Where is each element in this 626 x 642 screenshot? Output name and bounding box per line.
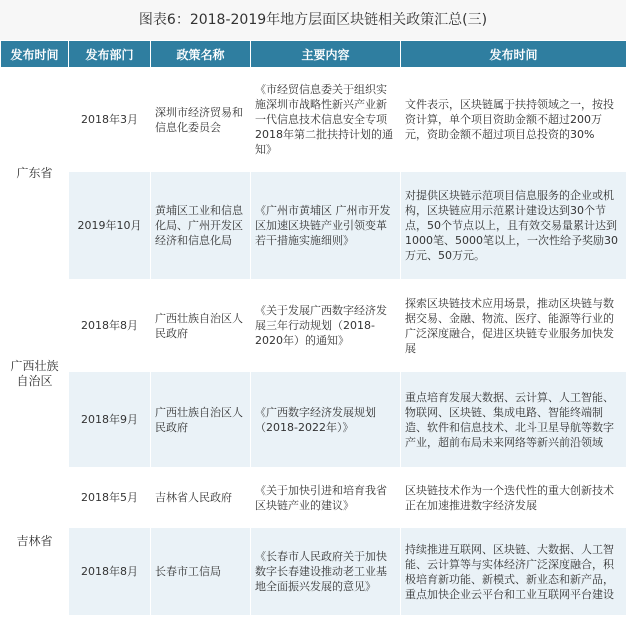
table-row bbox=[1, 172, 626, 280]
policy-table bbox=[0, 40, 626, 616]
content-cell: 持续推进互联网、区块链、大数据、人工智能、云计算等与实体经济广泛深度融合，积极培育新功能、新模式、新业态和新产品，重点加快企业云平台和工业互联网平台建设 bbox=[401, 528, 626, 616]
date-cell: 2018年8月 bbox=[69, 280, 151, 372]
policy-cell: 《市经贸信息委关于组织实施深圳市战略性新兴产业新一代信息技术信息安全专项2018年第二批扶持计划的通知》 bbox=[251, 68, 401, 172]
date-cell: 2019年10月 bbox=[69, 172, 151, 280]
date-cell: 2018年9月 bbox=[69, 372, 151, 468]
header-region: 发布时间 bbox=[1, 41, 69, 68]
dept-cell: 黄埔区工业和信息化局、广州开发区经济和信息化局 bbox=[151, 172, 251, 280]
content-cell: 文件表示，区块链属于扶持领域之一，按投资计算，单个项目资助金额不超过200万元，资助金额不超过项目总投资的30% bbox=[401, 68, 626, 172]
header-dept: 政策名称 bbox=[151, 41, 251, 68]
date-cell: 2018年3月 bbox=[69, 68, 151, 172]
region-cell: 广东省 bbox=[1, 68, 69, 280]
region-cell: 吉林省 bbox=[1, 468, 69, 616]
policy-cell: 《广州市黄埔区 广州市开发区加速区块链产业引领变革若干措施实施细则》 bbox=[251, 172, 401, 280]
header-row bbox=[1, 41, 626, 68]
policy-cell: 《关于发展广西数字经济发展三年行动规划（2018-2020年）的通知》 bbox=[251, 280, 401, 372]
content-cell: 探索区块链技术应用场景，推动区块链与数据交易、金融、物流、医疗、能源等行业的广泛深度融合，促进区块链专业服务加快发展 bbox=[401, 280, 626, 372]
policy-cell: 《长春市人民政府关于加快数字长春建设推动老工业基地全面振兴发展的意见》 bbox=[251, 528, 401, 616]
dept-cell: 深圳市经济贸易和信息化委员会 bbox=[151, 68, 251, 172]
footer-strip bbox=[0, 630, 626, 642]
chart-title: 图表6：2018-2019年地方层面区块链相关政策汇总(三) bbox=[0, 0, 626, 40]
header-content: 发布时间 bbox=[401, 41, 626, 68]
date-cell: 2018年5月 bbox=[69, 468, 151, 528]
table-row bbox=[1, 372, 626, 468]
dept-cell: 广西壮族自治区人民政府 bbox=[151, 372, 251, 468]
date-cell: 2018年8月 bbox=[69, 528, 151, 616]
dept-cell: 长春市工信局 bbox=[151, 528, 251, 616]
dept-cell: 广西壮族自治区人民政府 bbox=[151, 280, 251, 372]
table-row bbox=[1, 468, 626, 528]
table-row bbox=[1, 528, 626, 616]
dept-cell: 吉林省人民政府 bbox=[151, 468, 251, 528]
table-row bbox=[1, 68, 626, 172]
header-policy: 主要内容 bbox=[251, 41, 401, 68]
policy-cell: 《广西数字经济发展规划（2018-2022年）》 bbox=[251, 372, 401, 468]
table-row bbox=[1, 280, 626, 372]
region-cell: 广西壮族自治区 bbox=[1, 280, 69, 468]
content-cell: 区块链技术作为一个迭代性的重大创新技术正在加速推进数字经济发展 bbox=[401, 468, 626, 528]
header-date: 发布部门 bbox=[69, 41, 151, 68]
content-cell: 重点培育发展大数据、云计算、人工智能、物联网、区块链、集成电路、智能终端制造、软件和信息技术、北斗卫星导航等数字产业，超前布局未来网络等新兴前沿领域 bbox=[401, 372, 626, 468]
policy-cell: 《关于加快引进和培育我省区块链产业的建议》 bbox=[251, 468, 401, 528]
content-cell: 对提供区块链示范项目信息服务的企业或机构，区块链应用示范累计建设达到30个节点，50个节点以上，且有效交易量累计达到1000笔、5000笔以上，一次性给予奖励30万元、50万元。 bbox=[401, 172, 626, 280]
